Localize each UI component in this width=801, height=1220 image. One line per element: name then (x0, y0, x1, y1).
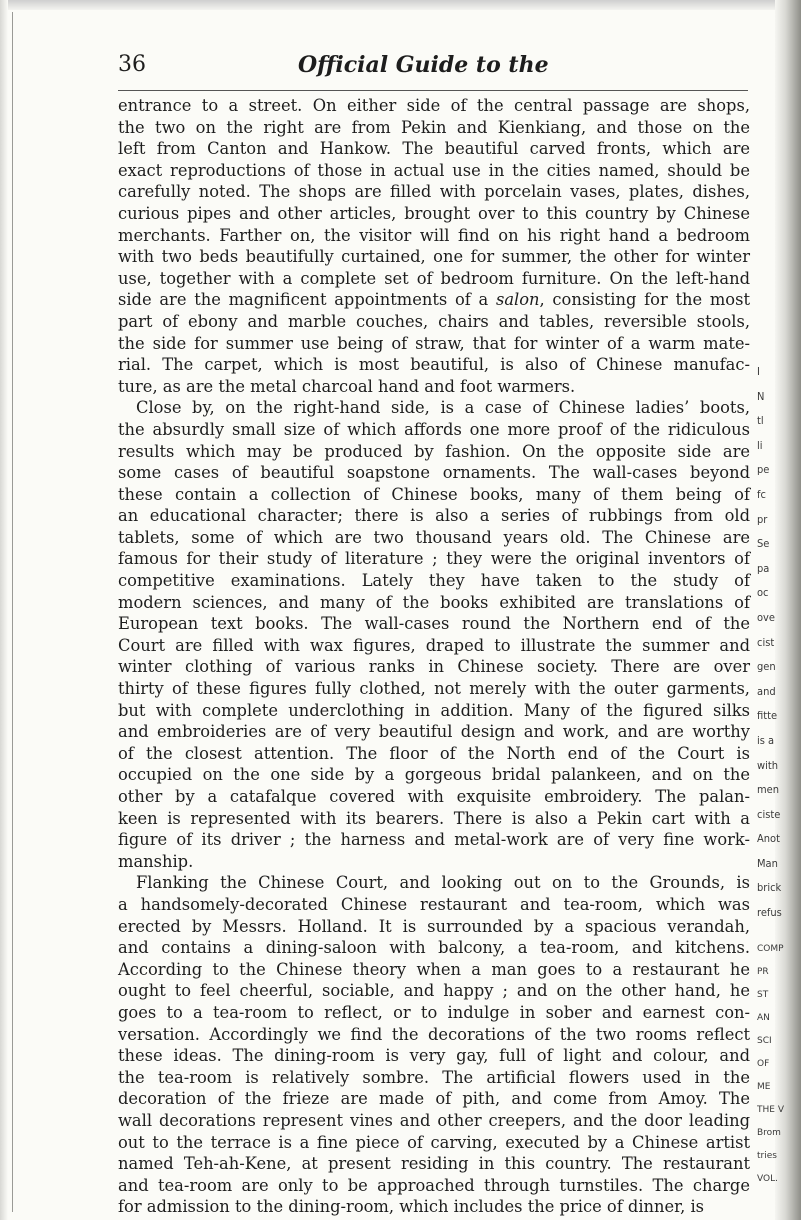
text-line: occupied on the one side by a gorgeous bridal palankeen, and on the (118, 765, 750, 785)
gutter-fragment: ove (757, 610, 775, 624)
facing-page-fragments-upper (757, 360, 785, 926)
running-title: Official Guide to the (298, 52, 549, 78)
italic-word: salon (488, 290, 540, 310)
gutter-fragment: AN (757, 1013, 770, 1023)
gutter-fragment: men (757, 783, 780, 797)
page-number: 36 (118, 52, 146, 77)
text-line: decoration of the frieze are made of pith, and come from Amoy. The (118, 1089, 750, 1109)
text-line: these ideas. The dining-room is very gay, full of light and colour, and (118, 1046, 750, 1066)
gutter-fragment: oc (757, 586, 769, 600)
body-text (118, 95, 750, 1218)
gutter-fragment: pr (757, 512, 768, 526)
gutter-fragment: OF (757, 1059, 770, 1069)
text-line: Flanking the Chinese Court, and looking out on to the Grounds, is (136, 873, 750, 893)
gutter-fragment: pe (757, 463, 770, 477)
gutter-fragment: SCI (757, 1036, 772, 1046)
gutter-fragment: Se (757, 537, 770, 551)
gutter-fragment: fc (757, 487, 766, 501)
gutter-fragment: brick (757, 881, 782, 895)
text-line: winter clothing of various ranks in Chinese society. There are over (118, 657, 750, 677)
text-line: Court are filled with wax figures, draped to illustrate the summer and (118, 635, 750, 655)
gutter-fragment: with (757, 758, 778, 772)
text-line: modern sciences, and many of the books exhibited are translations of (118, 592, 750, 612)
text-line: European text books. The wall-cases round the Northern end of the (118, 614, 750, 634)
text-line: competitive examinations. Lately they have taken to the study of (118, 571, 750, 591)
text-line: these contain a collection of Chinese books, many of them being of (118, 484, 750, 504)
text-line: erected by Messrs. Holland. It is surrounded by a spacious verandah, (118, 916, 750, 936)
text-line: part of ebony and marble couches, chairs and tables, reversible stools, (118, 311, 750, 331)
line-tail: , consisting for the most (539, 290, 750, 310)
text-line: carefully noted. The shops are filled with porcelain vases, plates, dishes, (118, 182, 750, 202)
gutter-fragment: Man (757, 856, 778, 870)
gutter-fragment: ciste (757, 807, 781, 821)
text-line: the side for summer use being of straw, that for winter of a warm mate- (118, 333, 750, 353)
text-line: ture, as are the metal charcoal hand and foot warmers. (118, 376, 576, 396)
gutter-fragment: refus (757, 906, 782, 920)
gutter-fragment: I (757, 365, 760, 378)
text-line: figure of its driver ; the harness and metal-work are of very fine work- (118, 830, 750, 850)
text-line: other by a catafalque covered with exquisite embroidery. The palan- (118, 787, 750, 806)
scan-top-edge (0, 0, 801, 10)
gutter-fragment: pa (757, 561, 770, 575)
text-line: curious pipes and other articles, brought over to this country by Chinese (118, 203, 750, 223)
text-line: and tea-room are only to be approached through turnstiles. The charge (118, 1175, 750, 1195)
text-line: famous for their study of literature ; they were the original inventors of (118, 549, 750, 569)
gutter-fragment: Brom (757, 1128, 781, 1138)
text-line: Close by, on the right-hand side, is a case of Chinese ladies’ boots, (136, 398, 750, 418)
text-line: manship. (118, 851, 194, 871)
gutter-fragment: PR (757, 967, 769, 977)
text-line: wall decorations represent vines and other creepers, and the door leading (118, 1110, 750, 1130)
text-line: merchants. Farther on, the visitor will find on his right hand a bedroom (118, 225, 750, 245)
header-rule (118, 90, 748, 91)
gutter-fragment: tl (757, 414, 764, 428)
gutter-fragment: THE V (757, 1105, 784, 1115)
text-line: of the closest attention. The floor of the North end of the Court is (118, 743, 750, 763)
text-line: ought to feel cheerful, sociable, and happy ; and on the other hand, he (118, 981, 750, 1001)
text-line: keen is represented with its bearers. There is also a Pekin cart with a (118, 808, 750, 828)
text-line: thirty of these figures fully clothed, not merely with the outer garments, (118, 679, 750, 699)
gutter-fragment: fitte (757, 709, 778, 723)
scan-left-edge (0, 0, 8, 1220)
gutter-fragment: is a (757, 733, 775, 747)
text-line: and contains a dining-saloon with balcony, a tea-room, and kitchens. (118, 938, 750, 958)
text-line: an educational character; there is also a series of rubbings from old (118, 506, 750, 526)
text-line: and embroideries are of very beautiful design and work, and are worthy (118, 722, 750, 742)
gutter-fragment: li (757, 438, 763, 452)
gutter-fragment: ME (757, 1082, 771, 1092)
text-line: out to the terrace is a fine piece of carving, executed by a Chinese artist (118, 1132, 750, 1152)
text-line: named Teh-ah-Kene, at present residing in this country. The restaurant (118, 1154, 750, 1174)
text-line: left from Canton and Hankow. The beautiful carved fronts, which are (118, 139, 750, 159)
text-line: use, together with a complete set of bedroom furniture. On the left-hand (118, 268, 750, 288)
text-line: for admission to the dining-room, which includes the price of dinner, is (118, 1197, 705, 1217)
text-line: a handsomely-decorated Chinese restaurant and tea-room, which was (118, 894, 750, 914)
gutter-fragment: gen (757, 660, 776, 674)
text-line: results which may be produced by fashion. On the opposite side are (118, 441, 750, 461)
page-border-line (12, 12, 13, 1212)
text-line: side are the magnificent appointments of a salon, consisting for the most (118, 290, 750, 310)
text-line: versation. Accordingly we find the decorations of the two rooms reflect (118, 1024, 750, 1044)
text-line: the two on the right are from Pekin and Kienkiang, and those on the (118, 117, 750, 137)
text-line: some cases of beautiful soapstone ornaments. The wall-cases beyond (118, 463, 750, 483)
text-line: but with complete underclothing in addition. Many of the figured silks (118, 700, 750, 720)
text-line: goes to a tea-room to reflect, or to indulge in sober and earnest con- (118, 1002, 750, 1022)
text-line: entrance to a street. On either side of the central passage are shops, (118, 96, 750, 115)
text-line: tablets, some of which are two thousand years old. The Chinese are (118, 527, 750, 547)
gutter-fragment: N (757, 389, 765, 403)
gutter-fragment: and (757, 684, 776, 698)
gutter-fragment: cist (757, 635, 775, 649)
gutter-fragment: COMP (757, 944, 784, 954)
text-line: the tea-room is relatively sombre. The artificial flowers used in the (118, 1067, 750, 1087)
facing-page-fragments-lower (757, 938, 785, 1191)
gutter-fragment: tries (757, 1151, 777, 1161)
text-line: with two beds beautifully curtained, one for summer, the other for winter (118, 247, 750, 267)
page-header (118, 52, 748, 82)
gutter-fragment: Anot (757, 832, 780, 846)
gutter-fragment: ST (757, 990, 769, 1000)
text-line: the absurdly small size of which affords one more proof of the ridiculous (118, 419, 750, 439)
text-line: rial. The carpet, which is most beautiful, is also of Chinese manufac- (118, 355, 750, 375)
text-line: According to the Chinese theory when a man goes to a restaurant he (118, 959, 750, 979)
gutter-fragment: VOL. (757, 1174, 778, 1184)
text-line: exact reproductions of those in actual use in the cities named, should be (118, 160, 750, 180)
